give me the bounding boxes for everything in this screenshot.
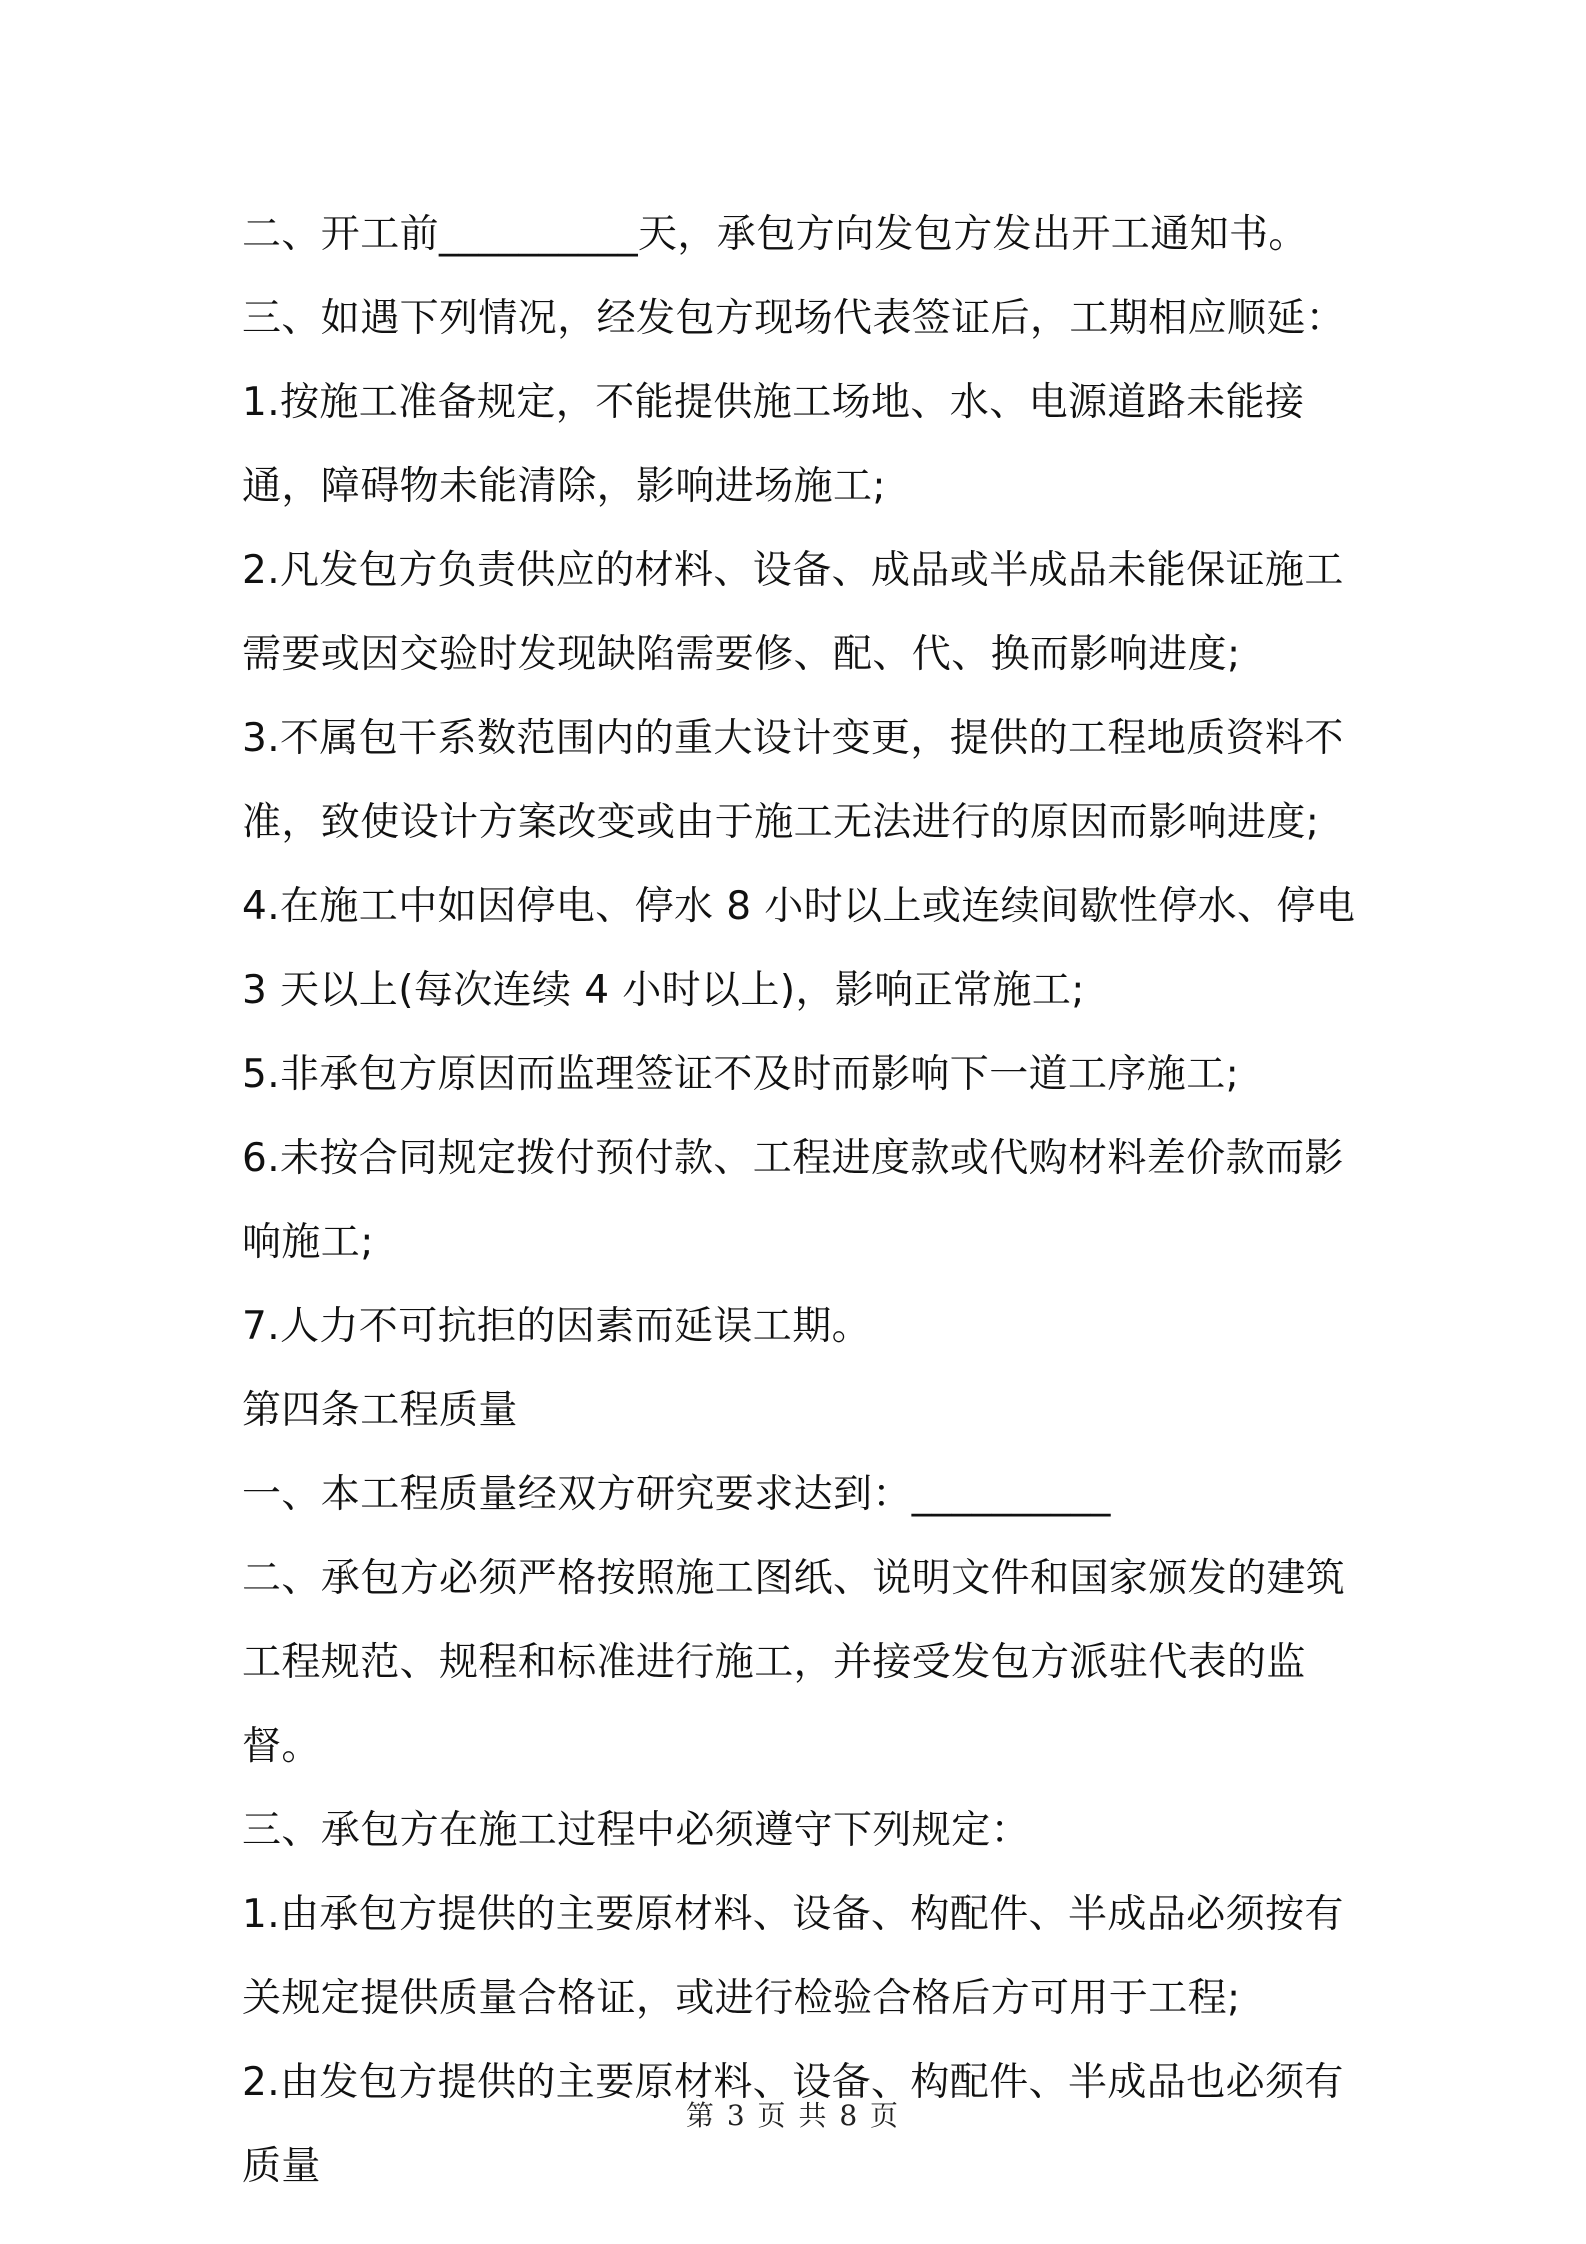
section-heading-quality: 第四条工程质量: [242, 1388, 518, 1433]
paragraph-rule-2: 2.由发包方提供的主要原材料、设备、构配件、半成品也必须有质量: [242, 2060, 1344, 2189]
paragraph-condition-6: 6.未按合同规定拨付预付款、工程进度款或代购材料差价款而影响施工;: [242, 1136, 1344, 1265]
paragraph-start-notice-days: 二、开工前__________天，承包方向发包方发出开工通知书。: [242, 212, 1308, 257]
paragraph-condition-7: 7.人力不可抗拒的因素而延误工期。: [242, 1304, 872, 1349]
paragraph-schedule-extension-conditions: 三、如遇下列情况，经发包方现场代表签证后，工期相应顺延：: [242, 296, 1346, 341]
paragraph-rule-1: 1.由承包方提供的主要原材料、设备、构配件、半成品必须按有关规定提供质量合格证，或进行检验合格后方可用于工程;: [242, 1892, 1344, 2021]
paragraph-condition-4: 4.在施工中如因停电、停水 8 小时以上或连续间歇性停水、停电 3 天以上(每次连续 4 小时以上)，影响正常施工;: [242, 884, 1356, 1013]
paragraph-condition-2: 2.凡发包方负责供应的材料、设备、成品或半成品未能保证施工需要或因交验时发现缺陷需要修、配、代、换而影响进度;: [242, 548, 1344, 677]
paragraph-condition-3: 3.不属包干系数范围内的重大设计变更，提供的工程地质资料不准，致使设计方案改变或由于施工无法进行的原因而影响进度;: [242, 716, 1344, 845]
paragraph-contractor-rules: 三、承包方在施工过程中必须遵守下列规定：: [242, 1808, 1031, 1853]
paragraph-construction-standards: 二、承包方必须严格按照施工图纸、说明文件和国家颁发的建筑工程规范、规程和标准进行施工，并接受发包方派驻代表的监督。: [242, 1556, 1346, 1769]
paragraph-quality-standard: 一、本工程质量经双方研究要求达到：__________: [242, 1472, 1111, 1517]
page-number-footer: 第 3 页 共 8 页: [685, 2099, 901, 2132]
paragraph-condition-5: 5.非承包方原因而监理签证不及时而影响下一道工序施工;: [242, 1052, 1240, 1097]
paragraph-condition-1: 1.按施工准备规定，不能提供施工场地、水、电源道路未能接通，障碍物未能清除，影响进场施工;: [242, 380, 1305, 509]
document-body: [242, 193, 1362, 2209]
